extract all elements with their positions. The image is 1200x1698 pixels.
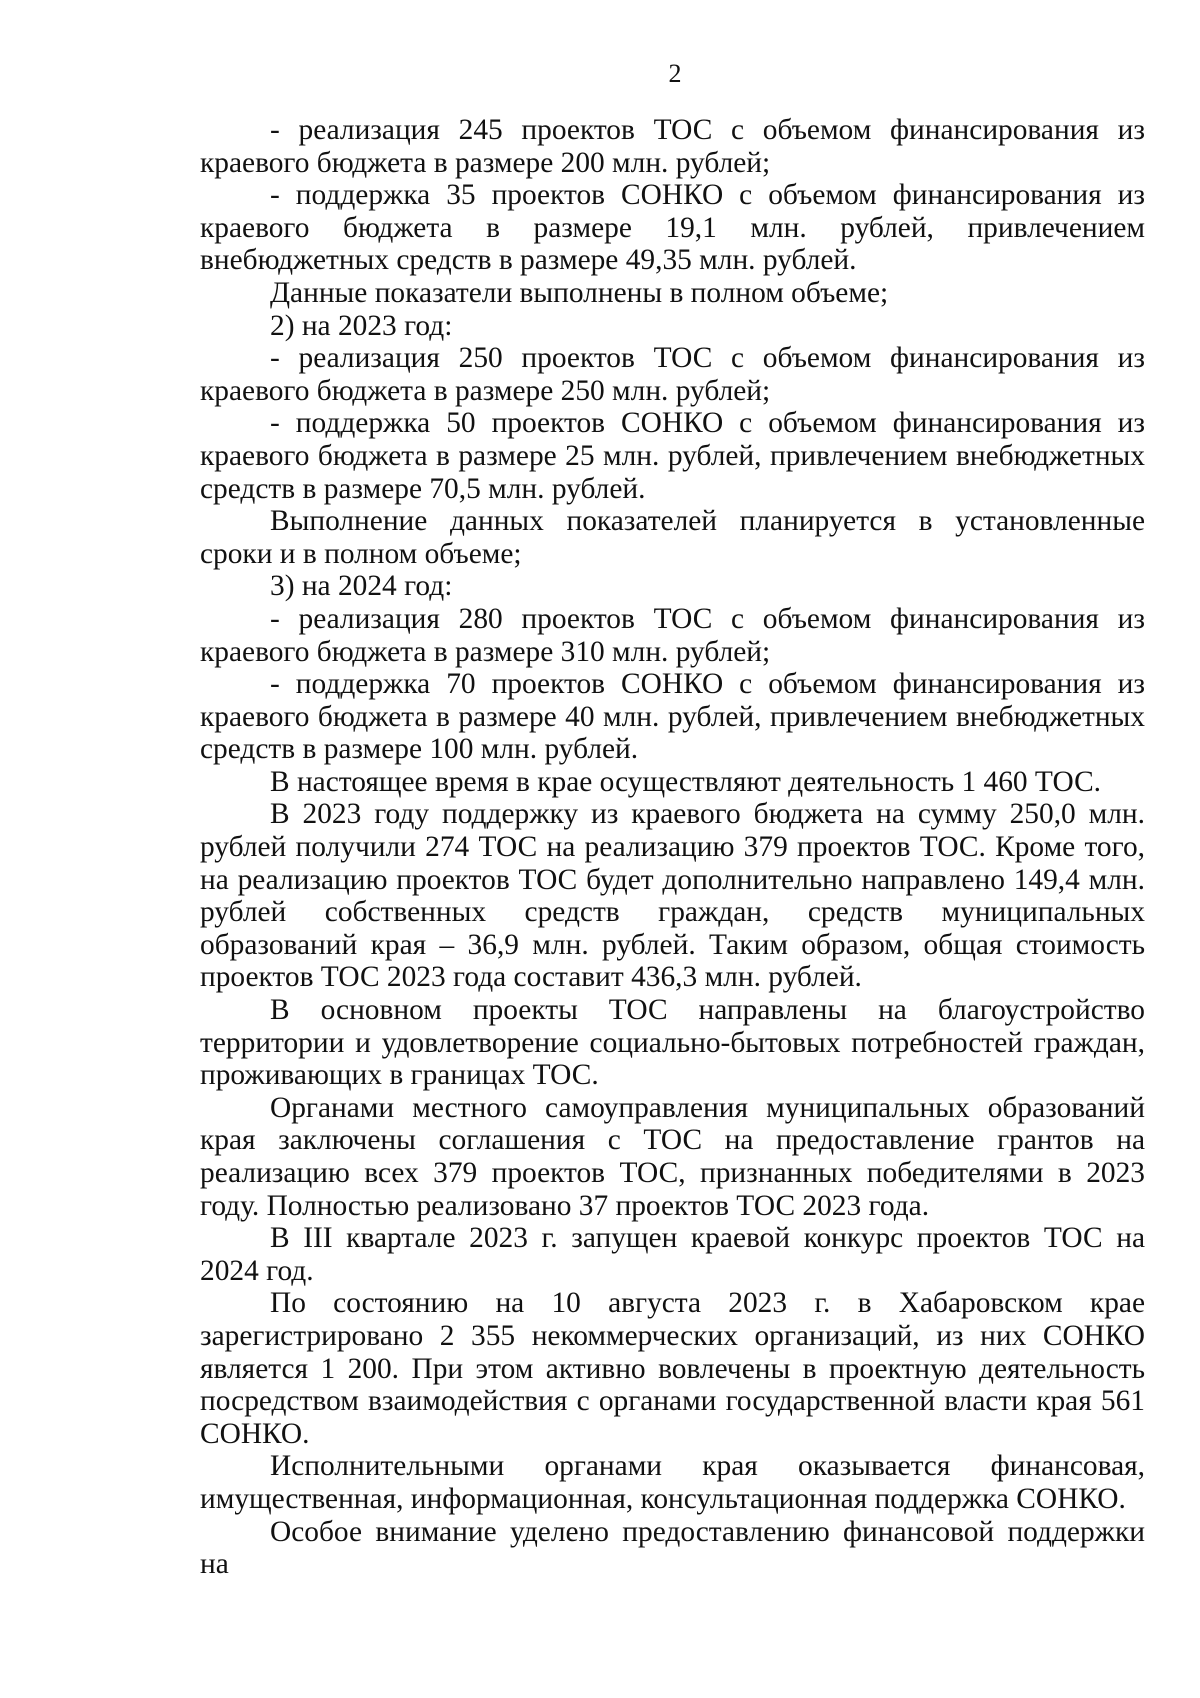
paragraph-tos-2023: - реализация 250 проектов ТОС с объемом финансирования из краевого бюджета в размере 250 млн. рублей;: [200, 342, 1145, 407]
paragraph-sonko-2022: - поддержка 35 проектов СОНКО с объемом финансирования из краевого бюджета в размере 19,1 млн. рублей, привлечением внебюджетных средств в размере 49,35 млн. рублей.: [200, 179, 1145, 277]
document-body: [200, 114, 1145, 1581]
paragraph-tos-2024: - реализация 280 проектов ТОС с объемом финансирования из краевого бюджета в размере 310 млн. рублей;: [200, 602, 1145, 668]
page-number: 2: [668, 59, 682, 88]
paragraph-financial-support: Особое внимание уделено предоставлению финансовой поддержки на: [200, 1515, 1145, 1581]
paragraph-agreements: Органами местного самоуправления муниципальных образований края заключены соглашения с ТОС на предоставление грантов на реализацию всех 379 проектов ТОС, признанных победителями в 2023 году. Полностью реализовано 37 проектов ТОС 2023 года.: [200, 1091, 1145, 1222]
paragraph-executive-support: Исполнительными органами края оказывается финансовая, имущественная, информационная, консультационная поддержка СОНКО.: [200, 1450, 1145, 1515]
paragraph-plan-2023: Выполнение данных показателей планируется в установленные сроки и в полном объеме;: [200, 505, 1145, 570]
paragraph-heading-2023: 2) на 2023 год:: [270, 309, 453, 342]
paragraph-tos-directions: В основном проекты ТОС направлены на благоустройство территории и удовлетворение социально-бытовых потребностей граждан, проживающих в границах ТОС.: [200, 994, 1145, 1092]
paragraph-completed-2022: Данные показатели выполнены в полном объеме;: [270, 276, 889, 309]
paragraph-heading-2024: 3) на 2024 год:: [270, 570, 453, 603]
paragraph-sonko-2023: - поддержка 50 проектов СОНКО с объемом финансирования из краевого бюджета в размере 25 млн. рублей, привлечением внебюджетных средств в размере 70,5 млн. рублей.: [200, 407, 1145, 505]
paragraph-tos-count: В настоящее время в крае осуществляют деятельность 1 460 ТОС.: [270, 765, 1102, 798]
paragraph-support-2023: В 2023 году поддержку из краевого бюджета на сумму 250,0 млн. рублей получили 274 ТОС на реализацию 379 проектов ТОС. Кроме того, на реализацию проектов ТОС будет дополнительно направлено 149,4 млн. рублей собственных средств граждан, средств муниципальных образований края – 36,9 млн. рублей. Таким образом, общая стоимость проектов ТОС 2023 года составит 436,3 млн. рублей.: [200, 798, 1145, 994]
paragraph-nko-registered: По состоянию на 10 августа 2023 г. в Хабаровском крае зарегистрировано 2 355 некоммерческих организаций, из них СОНКО является 1 200. При этом активно вовлечены в проектную деятельность посредством взаимодействия с органами государственной власти края 561 СОНКО.: [200, 1287, 1145, 1450]
paragraph-contest-2024: В III квартале 2023 г. запущен краевой конкурс проектов ТОС на 2024 год.: [200, 1222, 1145, 1287]
paragraph-sonko-2024: - поддержка 70 проектов СОНКО с объемом финансирования из краевого бюджета в размере 40 млн. рублей, привлечением внебюджетных средств в размере 100 млн. рублей.: [200, 668, 1145, 766]
paragraph-tos-2022: - реализация 245 проектов ТОС с объемом финансирования из краевого бюджета в размере 200 млн. рублей;: [200, 114, 1145, 179]
